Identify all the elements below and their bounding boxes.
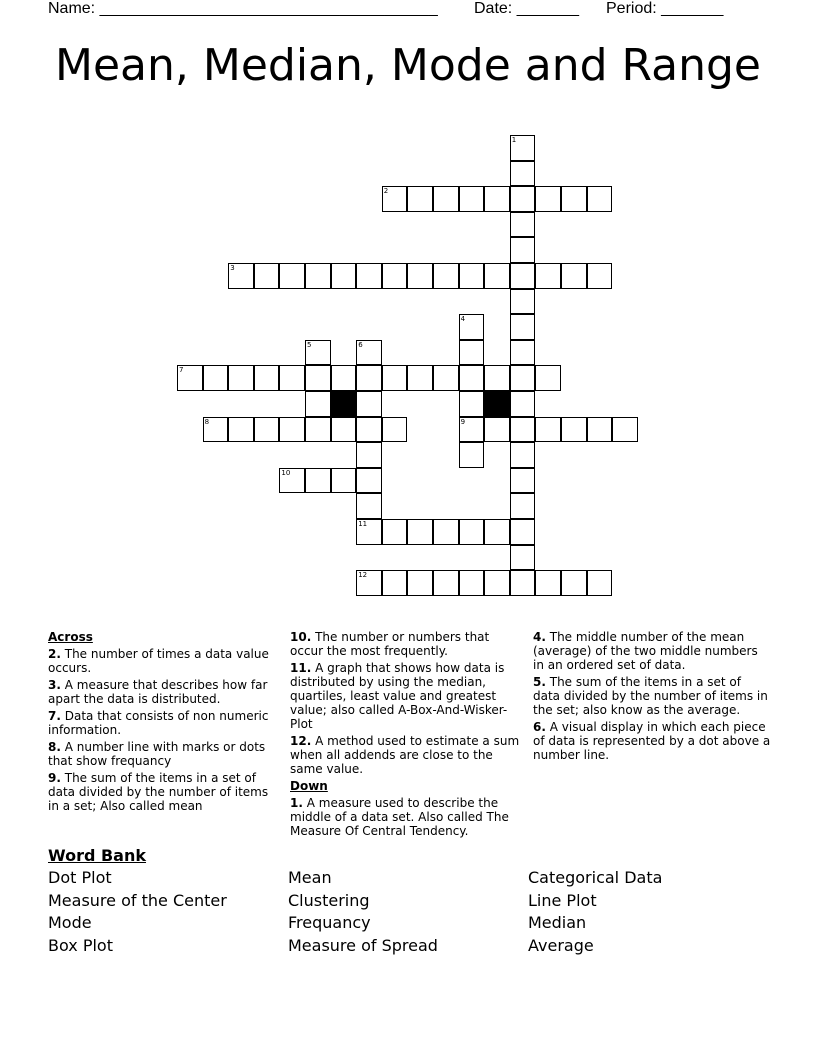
crossword-cell[interactable] (228, 365, 254, 391)
clue-across-9: 9. The sum of the items in a set of data divided by the number of items in a set; Also called mean (48, 771, 269, 813)
crossword-cell[interactable] (254, 417, 280, 443)
crossword-cell[interactable] (510, 570, 536, 596)
clue-down-1: 1. A measure used to describe the middle of a data set. Also called The Measure Of Central Tendency. (290, 796, 509, 838)
crossword-cell[interactable] (535, 186, 561, 212)
crossword-cell[interactable] (305, 365, 331, 391)
crossword-cell[interactable] (510, 365, 536, 391)
crossword-cell[interactable] (356, 263, 382, 289)
crossword-cell[interactable] (254, 263, 280, 289)
crossword-cell[interactable] (382, 186, 408, 212)
cell-number: 12 (358, 571, 368, 580)
word-bank-item: Line Plot (528, 891, 597, 910)
crossword-cell[interactable] (484, 570, 510, 596)
crossword-cell[interactable] (331, 468, 357, 494)
clue-across-7: 7. Data that consists of non numeric information. (48, 709, 269, 737)
crossword-cell[interactable] (356, 417, 382, 443)
crossword-cell[interactable] (356, 391, 382, 417)
crossword-cell[interactable] (459, 570, 485, 596)
across-heading: Across (48, 630, 93, 644)
crossword-cell[interactable] (510, 340, 536, 366)
crossword-cell[interactable] (433, 519, 459, 545)
crossword-cell[interactable] (510, 519, 536, 545)
crossword-cell[interactable] (459, 186, 485, 212)
date-field: Date: _______ (474, 0, 579, 17)
crossword-cell[interactable] (356, 442, 382, 468)
cell-number: 7 (179, 366, 184, 375)
crossword-cell[interactable] (484, 365, 510, 391)
crossword-cell[interactable] (305, 340, 331, 366)
clues-column-3 (533, 630, 771, 765)
clue-down-4: 4. The middle number of the mean (average) of the two middle numbers in an ordered set of data. (533, 630, 758, 672)
word-bank-item: Mode (48, 913, 92, 932)
crossword-cell[interactable] (433, 263, 459, 289)
crossword-cell[interactable] (612, 417, 638, 443)
crossword-cell[interactable] (382, 570, 408, 596)
crossword-cell[interactable] (587, 263, 613, 289)
crossword-cell[interactable] (459, 314, 485, 340)
crossword-cell[interactable] (561, 570, 587, 596)
crossword-cell[interactable] (561, 186, 587, 212)
clue-across-8: 8. A number line with marks or dots that show frequancy (48, 740, 266, 768)
crossword-cell[interactable] (305, 417, 331, 443)
crossword-cell[interactable] (510, 493, 536, 519)
word-bank-item: Measure of the Center (48, 891, 227, 910)
clue-across-11: 11. A graph that shows how data is distributed by using the median, quartiles, least value and greatest value; also called A-Box-And-Wisker-Plot (290, 661, 508, 731)
crossword-cell[interactable] (305, 468, 331, 494)
crossword-cell[interactable] (331, 365, 357, 391)
crossword-cell[interactable] (510, 314, 536, 340)
crossword-cell[interactable] (279, 263, 305, 289)
word-bank-item: Clustering (288, 891, 370, 910)
crossword-cell[interactable] (510, 161, 536, 187)
clue-across-3: 3. A measure that describes how far apart the data is distributed. (48, 678, 268, 706)
clue-down-5: 5. The sum of the items in a set of data divided by the number of items in the set; also know as the average. (533, 675, 768, 717)
crossword-cell[interactable] (407, 365, 433, 391)
word-bank-item: Frequancy (288, 913, 371, 932)
crossword-cell[interactable] (407, 570, 433, 596)
crossword-cell[interactable] (459, 417, 485, 443)
crossword-cell[interactable] (331, 417, 357, 443)
crossword-black-cell (331, 391, 357, 417)
down-heading: Down (290, 779, 328, 793)
crossword-cell[interactable] (510, 212, 536, 238)
crossword-cell[interactable] (228, 417, 254, 443)
crossword-cell[interactable] (510, 237, 536, 263)
cell-number: 5 (307, 340, 312, 349)
clue-across-12: 12. A method used to estimate a sum when all addends are close to the same value. (290, 734, 520, 776)
crossword-cell[interactable] (459, 519, 485, 545)
crossword-cell[interactable] (407, 519, 433, 545)
cell-number: 10 (281, 468, 291, 477)
page-title: Mean, Median, Mode and Range (55, 40, 761, 91)
crossword-cell[interactable] (587, 417, 613, 443)
crossword-cell[interactable] (587, 570, 613, 596)
crossword-cell[interactable] (382, 365, 408, 391)
crossword-cell[interactable] (407, 186, 433, 212)
crossword-cell[interactable] (279, 468, 305, 494)
crossword-cell[interactable] (356, 493, 382, 519)
crossword-cell[interactable] (510, 442, 536, 468)
crossword-cell[interactable] (510, 417, 536, 443)
crossword-cell[interactable] (510, 263, 536, 289)
crossword-cell[interactable] (561, 263, 587, 289)
crossword-cell[interactable] (459, 263, 485, 289)
crossword-cell[interactable] (510, 545, 536, 571)
cell-number: 4 (460, 315, 466, 324)
crossword-cell[interactable] (382, 263, 408, 289)
cell-number: 8 (204, 417, 210, 426)
crossword-cell[interactable] (535, 570, 561, 596)
crossword-cell[interactable] (356, 570, 382, 596)
name-field: Name: ______________________________________ (48, 0, 438, 17)
crossword-cell[interactable] (587, 186, 613, 212)
crossword-cell[interactable] (459, 365, 485, 391)
crossword-cell[interactable] (356, 340, 382, 366)
word-bank-item: Box Plot (48, 936, 113, 955)
crossword-cell[interactable] (459, 340, 485, 366)
cell-number: 2 (383, 187, 389, 196)
clues-column-2 (290, 630, 522, 841)
crossword-cell[interactable] (459, 391, 485, 417)
clues-column-1 (48, 630, 280, 816)
crossword-cell[interactable] (331, 263, 357, 289)
cell-number: 11 (358, 520, 368, 528)
word-bank-item: Median (528, 913, 587, 932)
crossword-cell[interactable] (561, 417, 587, 443)
crossword-cell[interactable] (433, 186, 459, 212)
crossword-cell[interactable] (177, 365, 203, 391)
crossword-cell[interactable] (510, 135, 536, 161)
crossword-cell[interactable] (228, 263, 254, 289)
crossword-cell[interactable] (356, 468, 382, 494)
crossword-cell[interactable] (535, 417, 561, 443)
clue-across-2: 2. The number of times a data value occurs. (48, 647, 269, 675)
cell-number: 6 (358, 340, 363, 349)
crossword-cell[interactable] (356, 365, 382, 391)
clue-down-6: 6. A visual display in which each piece of data is represented by a dot above a number line. (533, 720, 771, 762)
crossword-cell[interactable] (407, 263, 433, 289)
crossword-cell[interactable] (305, 391, 331, 417)
crossword-cell[interactable] (356, 519, 382, 545)
crossword-cell[interactable] (203, 417, 229, 443)
word-bank-item: Mean (288, 868, 332, 887)
word-bank-title: Word Bank (48, 846, 147, 865)
crossword-cell[interactable] (484, 417, 510, 443)
crossword-cell[interactable] (535, 263, 561, 289)
crossword-cell[interactable] (459, 442, 485, 468)
crossword-cell[interactable] (203, 365, 229, 391)
crossword-cell[interactable] (279, 365, 305, 391)
crossword-cell[interactable] (484, 263, 510, 289)
crossword-cell[interactable] (510, 391, 536, 417)
crossword-cell[interactable] (535, 365, 561, 391)
crossword-cell[interactable] (510, 468, 536, 494)
crossword-cell[interactable] (305, 263, 331, 289)
crossword-cell[interactable] (484, 519, 510, 545)
crossword-cell[interactable] (510, 186, 536, 212)
crossword-cell[interactable] (382, 519, 408, 545)
word-bank-item: Average (528, 936, 594, 955)
clue-across-10: 10. The number or numbers that occur the most frequently. (290, 630, 490, 658)
word-bank-item: Measure of Spread (288, 936, 438, 955)
crossword-black-cell (484, 391, 510, 417)
crossword-cell[interactable] (510, 289, 536, 315)
cell-number: 9 (460, 417, 466, 426)
crossword-cell[interactable] (279, 417, 305, 443)
period-field: Period: _______ (606, 0, 724, 17)
crossword-cell[interactable] (254, 365, 280, 391)
cell-number: 1 (511, 136, 517, 144)
word-bank-item: Categorical Data (528, 868, 663, 887)
word-bank-item: Dot Plot (48, 868, 112, 887)
crossword-cell[interactable] (382, 417, 408, 443)
cell-number: 3 (230, 264, 235, 272)
crossword-cell[interactable] (433, 570, 459, 596)
crossword-cell[interactable] (484, 186, 510, 212)
crossword-cell[interactable] (433, 365, 459, 391)
